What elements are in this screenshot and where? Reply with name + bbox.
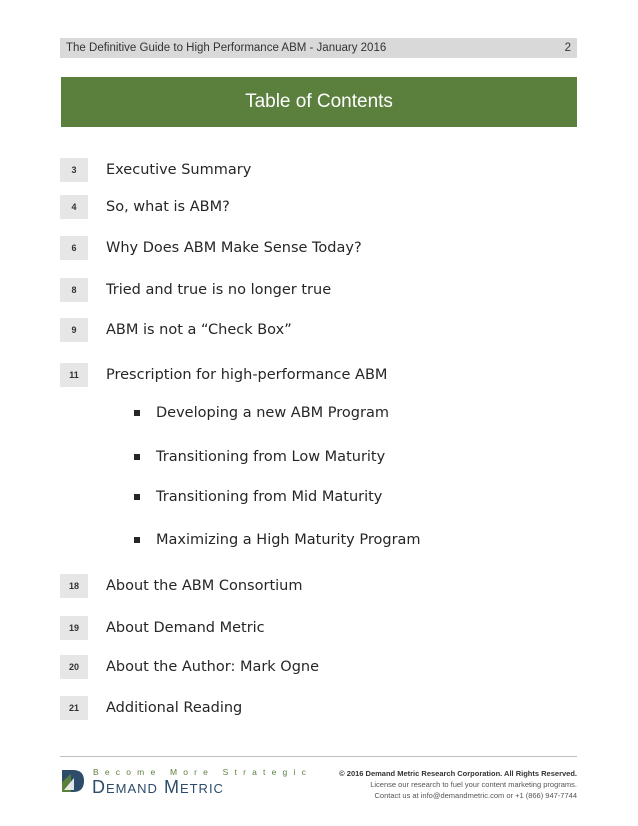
toc-entry-label: ABM is not a “Check Box” [106, 322, 292, 338]
page-number-box: 3 [60, 158, 88, 182]
toc-subentry-label: Transitioning from Mid Maturity [156, 489, 383, 505]
toc-entry-executive-summary[interactable] [60, 158, 251, 182]
license-text: License our research to fuel your content marketing programs. [370, 780, 577, 789]
bullet-icon [134, 410, 140, 416]
toc-entry-label: Why Does ABM Make Sense Today? [106, 240, 362, 256]
page-number-box: 6 [60, 236, 88, 260]
toc-entry-what-is-abm[interactable] [60, 195, 230, 219]
toc-entry-author[interactable] [60, 655, 319, 679]
toc-title: Table of Contents [245, 91, 393, 112]
toc-entry-why-abm-makes-sense[interactable] [60, 236, 362, 260]
toc-subentry-label: Developing a new ABM Program [156, 405, 389, 421]
logo-tagline: Become More Strategic [93, 767, 313, 777]
page-number-box: 4 [60, 195, 88, 219]
page-number-box: 20 [60, 655, 88, 679]
page-number: 2 [564, 42, 571, 54]
running-header [60, 38, 577, 58]
toc-subentry-low-maturity[interactable] [134, 449, 385, 465]
toc-entry-abm-consortium[interactable] [60, 574, 302, 598]
toc-entry-label: Tried and true is no longer true [106, 282, 332, 298]
toc-entry-check-box[interactable] [60, 318, 292, 342]
copyright-text: © 2016 Demand Metric Research Corporation. All Rights Reserved. [339, 769, 577, 778]
page-number-box: 8 [60, 278, 88, 302]
toc-entry-label: About Demand Metric [106, 620, 265, 636]
toc-entry-demand-metric[interactable] [60, 616, 265, 640]
toc-entry-label: About the Author: Mark Ogne [106, 659, 320, 675]
toc-subentry-label: Transitioning from Low Maturity [156, 449, 386, 465]
toc-banner [61, 77, 577, 127]
page-number-box: 19 [60, 616, 88, 640]
footer-legal [339, 768, 577, 801]
toc-entry-additional-reading[interactable] [60, 696, 242, 720]
toc-subentry-label: Maximizing a High Maturity Program [156, 532, 421, 548]
toc-subentry-high-maturity[interactable] [134, 532, 421, 548]
toc-entry-label: About the ABM Consortium [106, 578, 303, 594]
document-title: The Definitive Guide to High Performance ABM - January 2016 [66, 42, 387, 54]
logo-brand-name: Demand Metric [92, 777, 224, 797]
page-number-box: 18 [60, 574, 88, 598]
toc-entry-label: Executive Summary [106, 162, 252, 178]
toc-entry-tried-and-true[interactable] [60, 278, 331, 302]
toc-entry-label: Prescription for high-performance ABM [106, 367, 388, 383]
toc-subentry-developing[interactable] [134, 405, 389, 421]
page-number-box: 9 [60, 318, 88, 342]
page-number-box: 11 [60, 363, 88, 387]
logo-mark-icon [60, 768, 86, 794]
page-number-box: 21 [60, 696, 88, 720]
toc-subentry-mid-maturity[interactable] [134, 489, 382, 505]
toc-entry-label: So, what is ABM? [106, 199, 230, 215]
toc-entry-label: Additional Reading [106, 700, 243, 716]
footer-divider [60, 756, 577, 757]
toc-entry-prescription[interactable] [60, 363, 387, 387]
bullet-icon [134, 454, 140, 460]
contact-text: Contact us at info@demandmetric.com or +1 (866) 947-7744 [374, 791, 577, 800]
bullet-icon [134, 494, 140, 500]
bullet-icon [134, 537, 140, 543]
demand-metric-logo [60, 766, 313, 798]
